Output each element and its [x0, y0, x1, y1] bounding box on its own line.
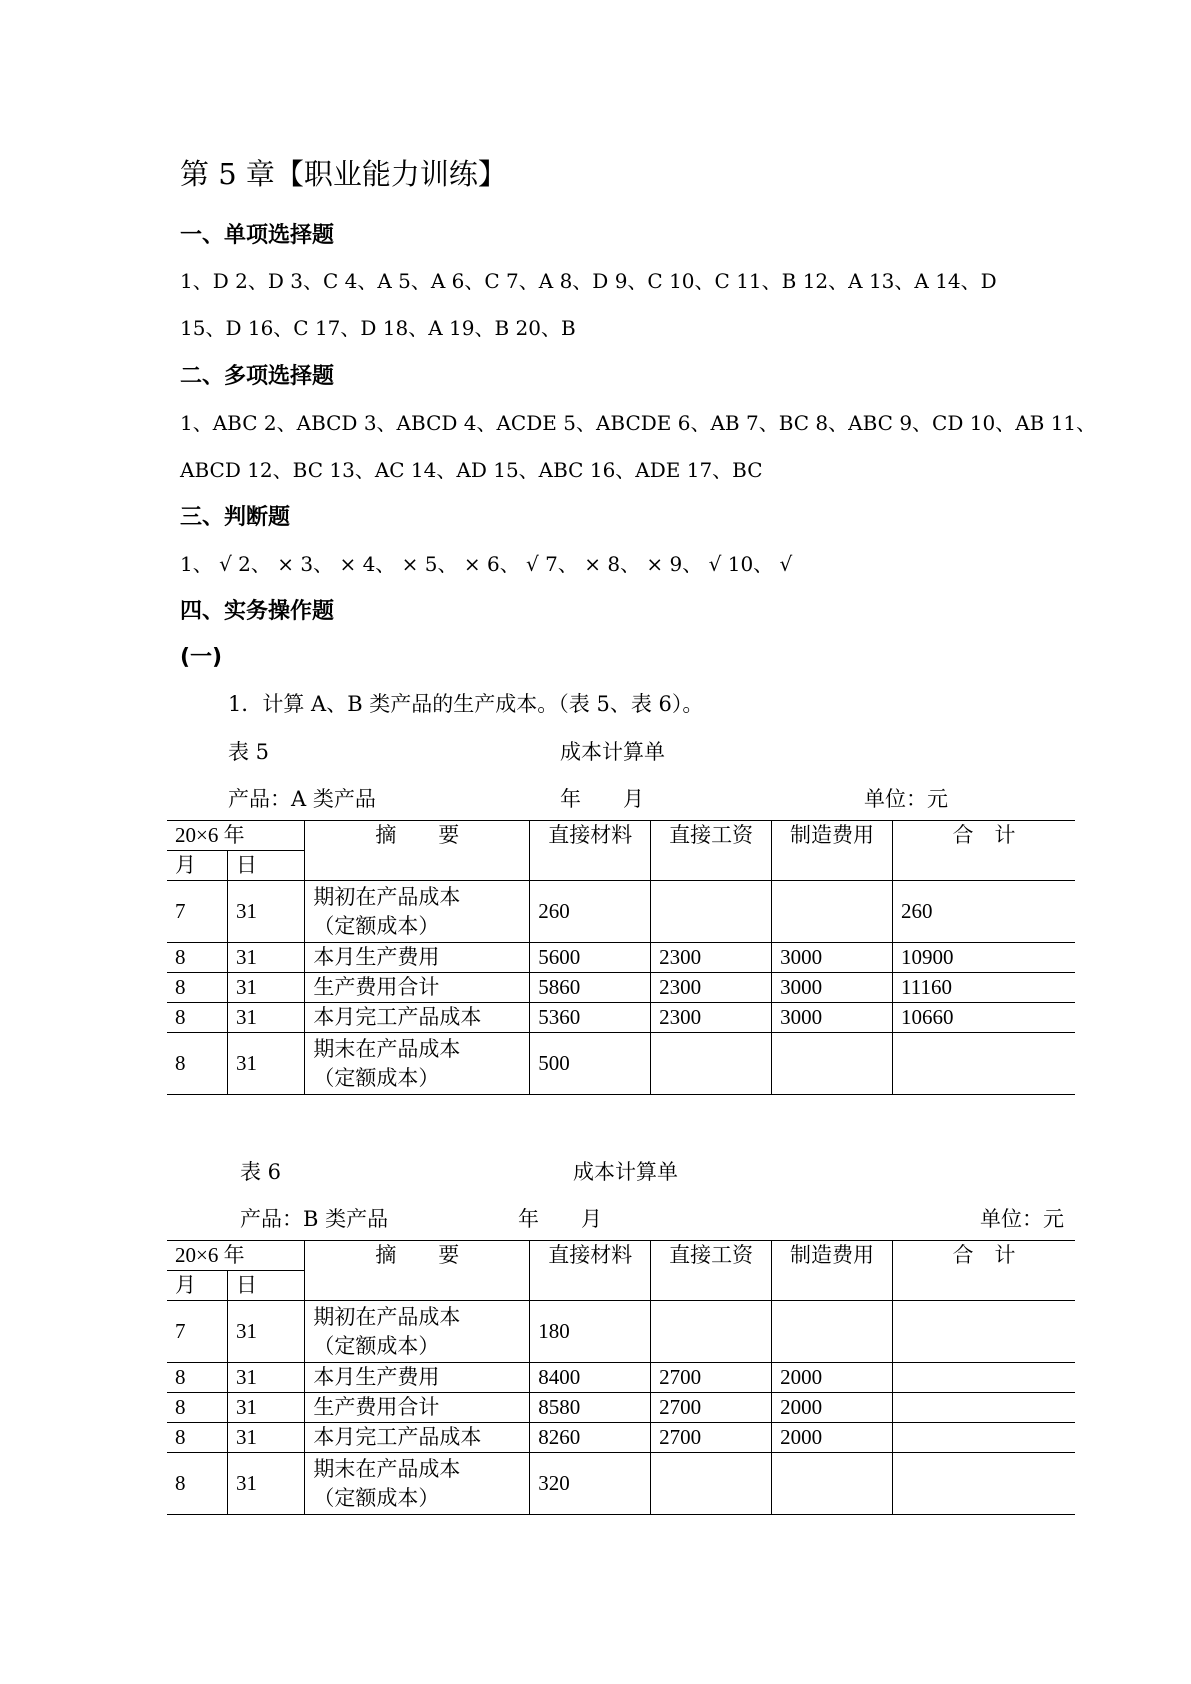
cell-wage — [651, 1453, 772, 1515]
cell-summary: 生产费用合计 — [305, 1393, 530, 1423]
section-heading-true-false: 三、判断题 — [180, 505, 291, 530]
table-row — [167, 1393, 1075, 1423]
table6-label: 表 6 — [240, 1160, 282, 1184]
table6-caption: 成本计算单 — [573, 1160, 678, 1184]
cell-total — [893, 1363, 1075, 1393]
cell-day: 31 — [227, 881, 304, 943]
cell-day: 31 — [227, 1423, 304, 1453]
practice-sub-heading: (一) — [180, 645, 223, 670]
cell-overhead: 3000 — [772, 973, 893, 1003]
cell-summary: 期初在产品成本 （定额成本） — [305, 1301, 530, 1363]
table-row — [167, 881, 1075, 943]
cell-material: 8400 — [530, 1363, 651, 1393]
cell-month: 8 — [167, 1423, 227, 1453]
cell-month: 8 — [167, 1363, 227, 1393]
cell-wage: 2300 — [651, 943, 772, 973]
header-summary: 摘 要 — [305, 1241, 530, 1301]
table5-caption: 成本计算单 — [560, 740, 665, 764]
cell-material: 8580 — [530, 1393, 651, 1423]
cell-summary: 本月完工产品成本 — [305, 1003, 530, 1033]
answers-single-choice-line1: 1、D 2、D 3、C 4、A 5、A 6、C 7、A 8、D 9、C 10、C 11、B 12、A 13、A 14、D — [180, 269, 997, 293]
cell-summary: 期末在产品成本 （定额成本） — [305, 1033, 530, 1095]
answers-multiple-choice-line1: 1、ABC 2、ABCD 3、ABCD 4、ACDE 5、ABCDE 6、AB 7、BC 8、ABC 9、CD 10、AB 11、 — [180, 411, 1097, 435]
section-heading-multiple-choice: 二、多项选择题 — [180, 364, 335, 389]
cell-day: 31 — [227, 1393, 304, 1423]
table-row — [167, 943, 1075, 973]
table5-year-month: 年 月 — [560, 787, 644, 811]
cell-day: 31 — [227, 1363, 304, 1393]
practice-task: 1．计算 A、B 类产品的生产成本。（表 5、表 6）。 — [228, 692, 704, 716]
page-title: 第 5 章【职业能力训练】 — [180, 157, 507, 191]
table5-product: 产品：A 类产品 — [228, 787, 376, 811]
table-row — [167, 1423, 1075, 1453]
cell-overhead: 2000 — [772, 1393, 893, 1423]
table-row — [167, 1363, 1075, 1393]
section-heading-single-choice: 一、单项选择题 — [180, 223, 335, 248]
cell-material: 5360 — [530, 1003, 651, 1033]
cell-material: 180 — [530, 1301, 651, 1363]
table-row — [167, 1003, 1075, 1033]
cell-day: 31 — [227, 1453, 304, 1515]
cell-overhead — [772, 1453, 893, 1515]
header-total: 合 计 — [893, 821, 1075, 881]
cell-month: 8 — [167, 1393, 227, 1423]
cell-month: 8 — [167, 973, 227, 1003]
header-wage: 直接工资 — [651, 821, 772, 881]
header-summary: 摘 要 — [305, 821, 530, 881]
header-overhead: 制造费用 — [772, 821, 893, 881]
cell-material: 5600 — [530, 943, 651, 973]
table6-unit: 单位：元 — [980, 1207, 1064, 1231]
cell-day: 31 — [227, 1003, 304, 1033]
cell-overhead — [772, 881, 893, 943]
table-row — [167, 1033, 1075, 1095]
header-year: 20×6 年 — [167, 1241, 305, 1271]
cell-material: 5860 — [530, 973, 651, 1003]
table5-unit: 单位：元 — [864, 787, 948, 811]
answers-multiple-choice-line2: ABCD 12、BC 13、AC 14、AD 15、ABC 16、ADE 17、BC — [180, 458, 763, 482]
cell-day: 31 — [227, 1301, 304, 1363]
cell-total — [893, 1423, 1075, 1453]
table-row — [167, 1301, 1075, 1363]
cell-summary: 生产费用合计 — [305, 973, 530, 1003]
cell-day: 31 — [227, 973, 304, 1003]
answers-single-choice-line2: 15、D 16、C 17、D 18、A 19、B 20、B — [180, 316, 576, 340]
cell-summary: 期末在产品成本 （定额成本） — [305, 1453, 530, 1515]
answers-true-false: 1、 √ 2、 × 3、 × 4、 × 5、 × 6、 √ 7、 × 8、 × 9、 √ 10、 √ — [180, 552, 793, 576]
cell-month: 8 — [167, 943, 227, 973]
header-material: 直接材料 — [530, 1241, 651, 1301]
cell-overhead: 3000 — [772, 943, 893, 973]
header-month: 月 — [167, 1271, 227, 1301]
header-year: 20×6 年 — [167, 821, 305, 851]
cell-month: 8 — [167, 1033, 227, 1095]
cell-material: 500 — [530, 1033, 651, 1095]
header-day: 日 — [227, 851, 304, 881]
cell-total — [893, 1453, 1075, 1515]
cell-overhead — [772, 1301, 893, 1363]
cell-material: 8260 — [530, 1423, 651, 1453]
cell-wage — [651, 1301, 772, 1363]
cell-day: 31 — [227, 1033, 304, 1095]
cell-month: 8 — [167, 1003, 227, 1033]
cell-total: 10660 — [893, 1003, 1075, 1033]
cell-month: 7 — [167, 881, 227, 943]
cell-total: 10900 — [893, 943, 1075, 973]
header-material: 直接材料 — [530, 821, 651, 881]
cell-overhead: 3000 — [772, 1003, 893, 1033]
table6-product: 产品：B 类产品 — [240, 1207, 389, 1231]
cell-month: 8 — [167, 1453, 227, 1515]
table5-label: 表 5 — [228, 740, 270, 764]
section-heading-practice: 四、实务操作题 — [180, 599, 335, 624]
cell-total: 11160 — [893, 973, 1075, 1003]
cell-wage: 2700 — [651, 1363, 772, 1393]
header-overhead: 制造费用 — [772, 1241, 893, 1301]
cell-wage: 2700 — [651, 1393, 772, 1423]
cell-total: 260 — [893, 881, 1075, 943]
table6 — [167, 1240, 1075, 1515]
cell-overhead — [772, 1033, 893, 1095]
cell-total — [893, 1393, 1075, 1423]
cell-day: 31 — [227, 943, 304, 973]
table5 — [167, 820, 1075, 1095]
cell-summary: 本月生产费用 — [305, 943, 530, 973]
cell-wage: 2300 — [651, 973, 772, 1003]
cell-wage: 2700 — [651, 1423, 772, 1453]
cell-summary: 本月完工产品成本 — [305, 1423, 530, 1453]
cell-wage: 2300 — [651, 1003, 772, 1033]
cell-overhead: 2000 — [772, 1363, 893, 1393]
cell-summary: 期初在产品成本 （定额成本） — [305, 881, 530, 943]
header-day: 日 — [227, 1271, 304, 1301]
header-wage: 直接工资 — [651, 1241, 772, 1301]
header-month: 月 — [167, 851, 227, 881]
cell-material: 260 — [530, 881, 651, 943]
cell-overhead: 2000 — [772, 1423, 893, 1453]
table-row — [167, 973, 1075, 1003]
table-row — [167, 1453, 1075, 1515]
cell-wage — [651, 881, 772, 943]
cell-wage — [651, 1033, 772, 1095]
cell-month: 7 — [167, 1301, 227, 1363]
header-total: 合 计 — [893, 1241, 1075, 1301]
cell-material: 320 — [530, 1453, 651, 1515]
cell-total — [893, 1033, 1075, 1095]
table6-year-month: 年 月 — [518, 1207, 602, 1231]
cell-summary: 本月生产费用 — [305, 1363, 530, 1393]
cell-total — [893, 1301, 1075, 1363]
